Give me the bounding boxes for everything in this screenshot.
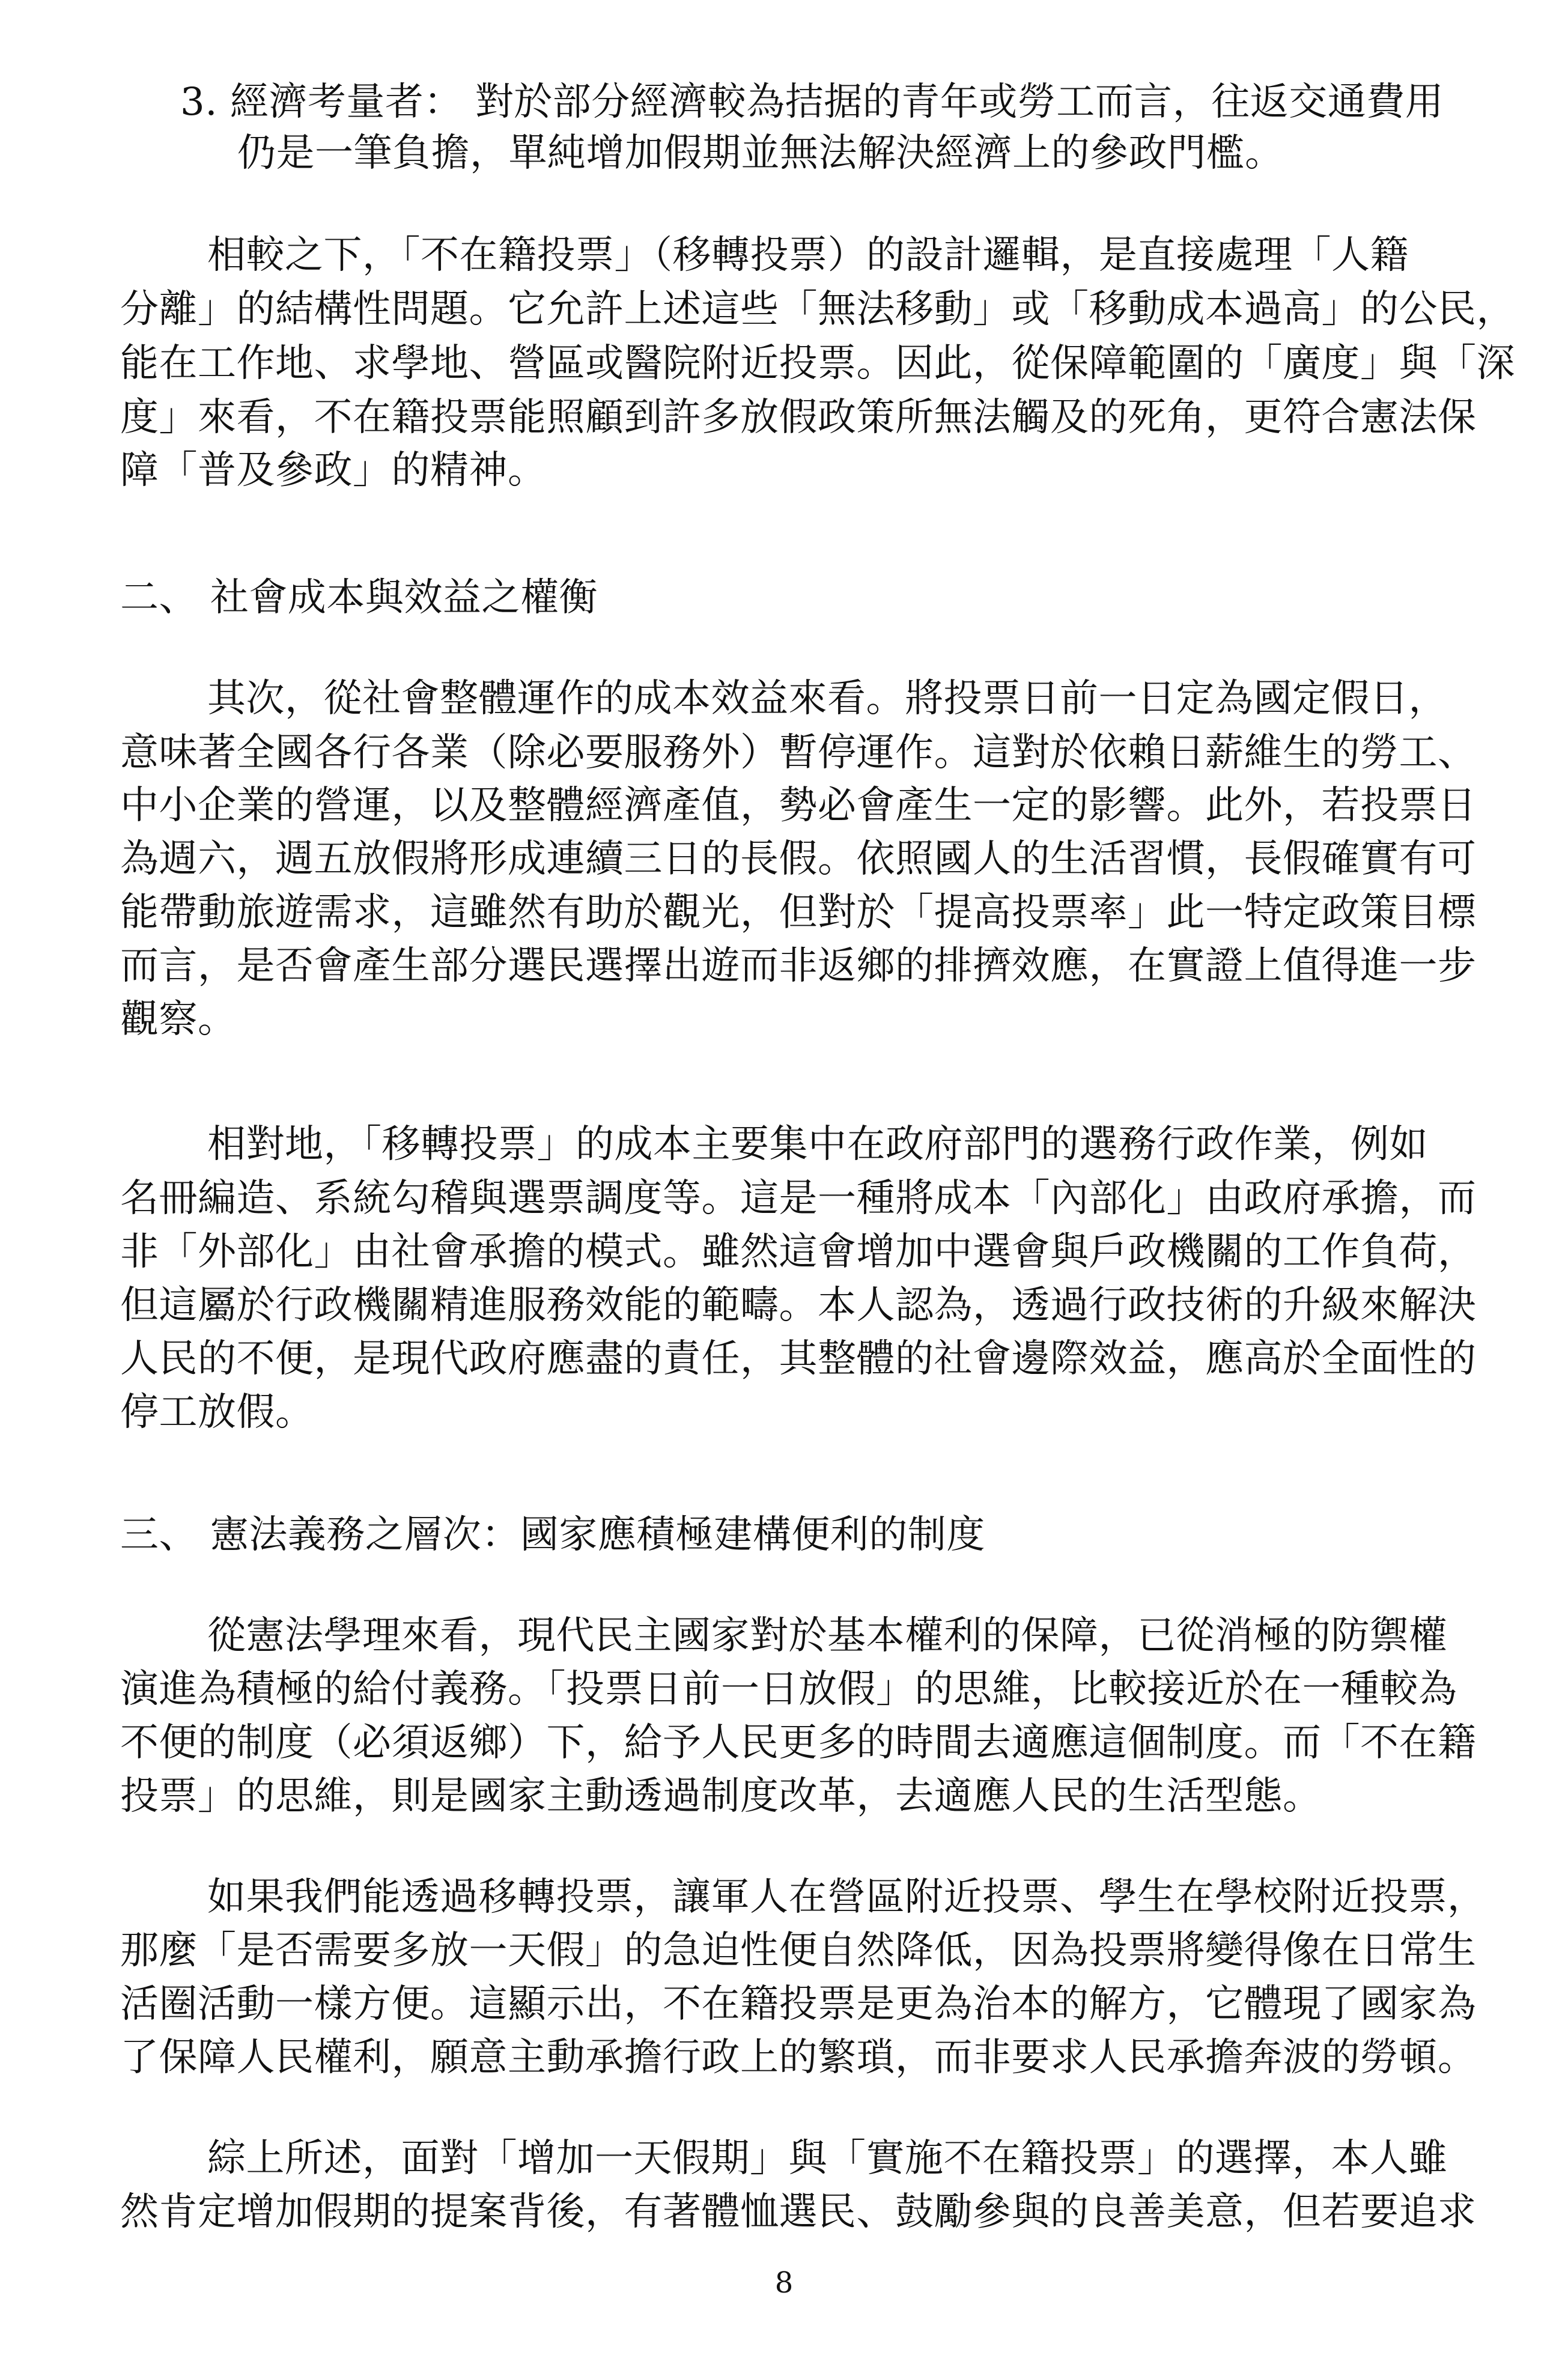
- paragraph-line: 為週六，週五放假將形成連續三日的長假。依照國人的生活習慣，長假確實有可: [120, 837, 1477, 881]
- list-item-3-line-2: 仍是一筆負擔，單純增加假期並無法解決經濟上的參政門檻。: [237, 131, 1284, 175]
- paragraph-line: 不便的制度（必須返鄉）下，給予人民更多的時間去適應這個制度。而「不在籍: [120, 1721, 1477, 1765]
- paragraph-line: 度」來看，不在籍投票能照顧到許多放假政策所無法觸及的死角，更符合憲法保: [120, 395, 1477, 440]
- paragraph-line: 演進為積極的給付義務。「投票日前一日放假」的思維，比較接近於在一種較為: [120, 1667, 1457, 1712]
- paragraph-line: 相對地，「移轉投票」的成本主要集中在政府部門的選務行政作業，例如: [207, 1122, 1428, 1167]
- paragraph-line: 但這屬於行政機關精進服務效能的範疇。本人認為，透過行政技術的升級來解決: [120, 1283, 1477, 1328]
- page-number: 8: [774, 2266, 794, 2300]
- paragraph-line: 名冊編造、系統勾稽與選票調度等。這是一種將成本「內部化」由政府承擔，而: [120, 1176, 1477, 1221]
- paragraph-line: 綜上所述，面對「增加一天假期」與「實施不在籍投票」的選擇，本人雖: [207, 2136, 1447, 2181]
- paragraph-line: 障「普及參政」的精神。: [120, 448, 547, 493]
- paragraph-line: 從憲法學理來看，現代民主國家對於基本權利的保障，已從消極的防禦權: [207, 1614, 1447, 1658]
- paragraph-line: 能帶動旅遊需求，這雖然有助於觀光，但對於「提高投票率」此一特定政策目標: [120, 890, 1477, 935]
- paragraph-line: 觀察。: [120, 997, 237, 1042]
- paragraph-line: 中小企業的營運，以及整體經濟產值，勢必會產生一定的影響。此外，若投票日: [120, 783, 1477, 828]
- paragraph-line: 了保障人民權利，願意主動承擔行政上的繁瑣，而非要求人民承擔奔波的勞頓。: [120, 2035, 1477, 2080]
- section-heading-2: 二、 社會成本與效益之權衡: [120, 576, 598, 620]
- paragraph-line: 活圈活動一樣方便。這顯示出，不在籍投票是更為治本的解方，它體現了國家為: [120, 1982, 1477, 2026]
- paragraph-line: 那麼「是否需要多放一天假」的急迫性便自然降低，因為投票將變得像在日常生: [120, 1928, 1477, 1973]
- paragraph-line: 人民的不便，是現代政府應盡的責任，其整體的社會邊際效益，應高於全面性的: [120, 1337, 1477, 1381]
- list-item-3-line-1: 3. 經濟考量者： 對於部分經濟較為拮据的青年或勞工而言，往返交通費用: [180, 80, 1444, 124]
- paragraph-line: 非「外部化」由社會承擔的模式。雖然這會增加中選會與戶政機關的工作負荷，: [120, 1230, 1477, 1274]
- paragraph-line: 意味著全國各行各業（除必要服務外）暫停運作。這對於依賴日薪維生的勞工、: [120, 731, 1477, 775]
- paragraph-line: 投票」的思維，則是國家主動透過制度改革，去適應人民的生活型態。: [120, 1774, 1322, 1819]
- paragraph-line: 分離」的結構性問題。它允許上述這些「無法移動」或「移動成本過高」的公民，: [120, 287, 1515, 332]
- paragraph-line: 相較之下，「不在籍投票」（移轉投票）的設計邏輯，是直接處理「人籍: [207, 233, 1409, 278]
- paragraph-line: 而言，是否會產生部分選民選擇出遊而非返鄉的排擠效應，在實證上值得進一步: [120, 944, 1477, 988]
- section-heading-3: 三、 憲法義務之層次：國家應積極建構便利的制度: [120, 1513, 985, 1557]
- paragraph-line: 如果我們能透過移轉投票，讓軍人在營區附近投票、學生在學校附近投票，: [207, 1875, 1486, 1919]
- paragraph-line: 停工放假。: [120, 1390, 314, 1435]
- paragraph-line: 能在工作地、求學地、營區或醫院附近投票。因此，從保障範圍的「廣度」與「深: [120, 341, 1515, 386]
- paragraph-line: 然肯定增加假期的提案背後，有著體恤選民、鼓勵參與的良善美意，但若要追求: [120, 2190, 1477, 2234]
- paragraph-line: 其次，從社會整體運作的成本效益來看。將投票日前一日定為國定假日，: [207, 676, 1447, 721]
